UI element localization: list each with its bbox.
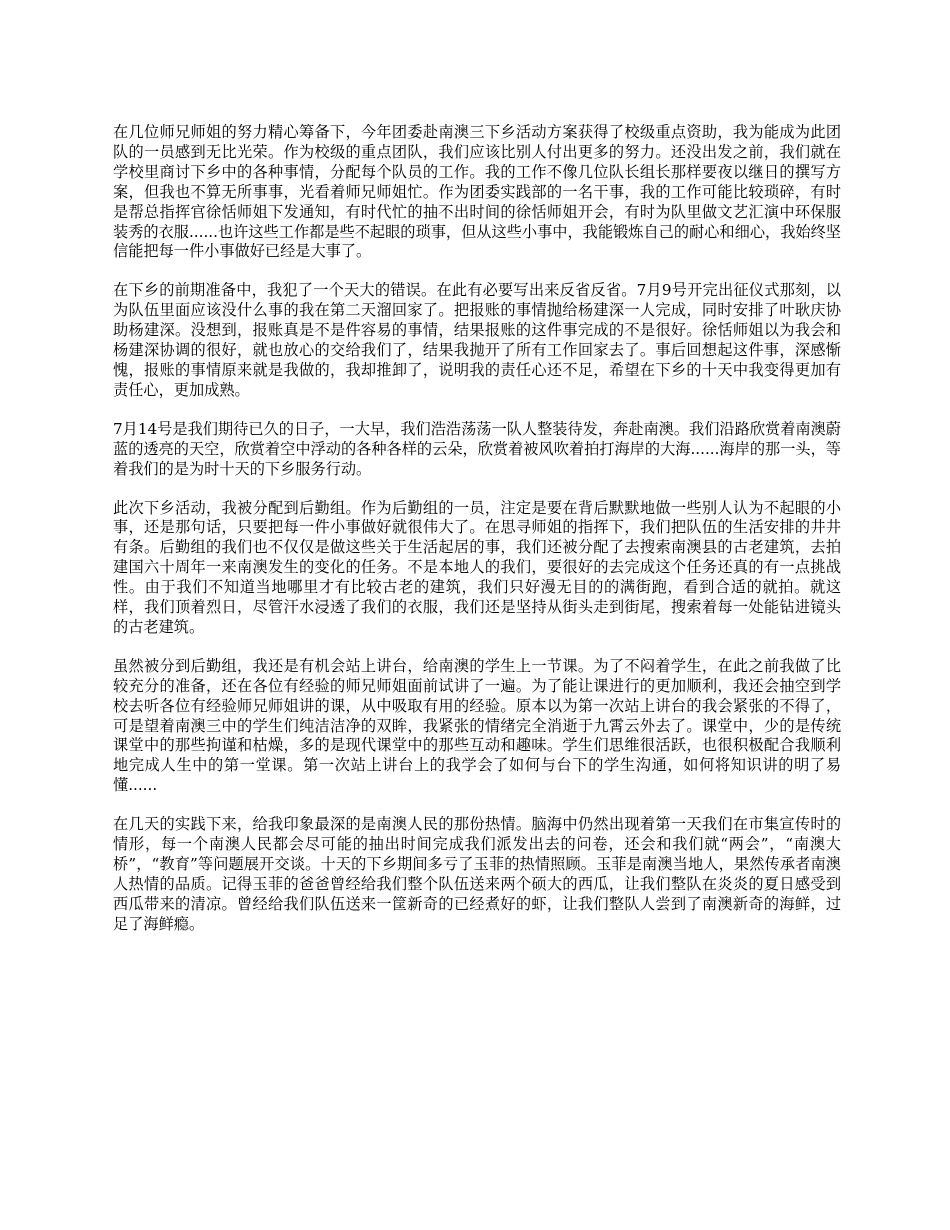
paragraph-5: 虽然被分到后勤组，我还是有机会站上讲台，给南澳的学生上一节课。为了不闷着学生，在此之前我做了比较充分的准备，还在各位有经验的师兄师姐面前试讲了一遍。为了能让课进行的更加顺利，我还会抽空到学校去听各位有经验师兄师姐讲的课，从中吸取有用的经验。原本以为第一次站上讲台的我会紧张的不得了，可是望着南澳三中的学生们纯洁洁净的双眸，我紧张的情绪完全消逝于九霄云外去了。课堂中，少的是传统课堂中的那些拘谨和枯燥，多的是现代课堂中的那些互动和趣味。学生们思维很活跃，也很积极配合我顺利地完成人生中的第一堂课。第一次站上讲台上的我学会了如何与台下的学生沟通，如何将知识讲的明了易懂...... bbox=[113, 656, 841, 795]
paragraph-3: 7月14号是我们期待已久的日子，一大早，我们浩浩荡荡一队人整装待发，奔赴南澳。我们沿路欣赏着南澳蔚蓝的透亮的天空，欣赏着空中浮动的各种各样的云朵，欣赏着被风吹着拍打海岸的大海......海岸的那一头，等着我们的是为时十天的下乡服务行动。 bbox=[113, 419, 841, 478]
document-body bbox=[113, 123, 841, 954]
paragraph-4: 此次下乡活动，我被分配到后勤组。作为后勤组的一员，注定是要在背后默默地做一些别人认为不起眼的小事，还是那句话，只要把每一件小事做好就很伟大了。在思寻师姐的指挥下，我们把队伍的生活安排的井井有条。后勤组的我们也不仅仅是做这些关于生活起居的事，我们还被分配了去搜索南澳县的古老建筑，去拍建国六十周年一来南澳发生的变化的任务。不是本地人的我们，要很好的去完成这个任务还真的有一点挑战性。由于我们不知道当地哪里才有比较古老的建筑，我们只好漫无目的的满街跑，看到合适的就拍。就这样，我们顶着烈日，尽管汗水浸透了我们的衣服，我们还是坚持从街头走到街尾，搜索着每一处能钻进镜头的古老建筑。 bbox=[113, 498, 841, 636]
paragraph-6: 在几天的实践下来，给我印象最深的是南澳人民的那份热情。脑海中仍然出现着第一天我们在市集宣传时的情形，每一个南澳人民都会尽可能的抽出时间完成我们派发出去的问卷，还会和我们就“两会”，“南澳大桥”，“教育”等问题展开交谈。十天的下乡期间多亏了玉菲的热情照顾。玉菲是南澳当地人，果然传承者南澳人热情的品质。记得玉菲的爸爸曾经给我们整个队伍送来两个硕大的西瓜，让我们整队在炎炎的夏日感受到西瓜带来的清凉。曾经给我们队伍送来一筐新奇的已经煮好的虾，让我们整队人尝到了南澳新奇的海鲜，过足了海鲜瘾。 bbox=[113, 815, 841, 933]
paragraph-1: 在几位师兄师姐的努力精心筹备下，今年团委赴南澳三下乡活动方案获得了校级重点资助，我为能成为此团队的一员感到无比光荣。作为校级的重点团队，我们应该比别人付出更多的努力。还没出发之前，我们就在学校里商讨下乡中的各种事情，分配每个队员的工作。我的工作不像几位队长组长那样要夜以继日的撰写方案，但我也不算无所事事，光看着师兄师姐忙。作为团委实践部的一名干事，我的工作可能比较琐碎，有时是帮总指挥官徐恬师姐下发通知，有时代忙的抽不出时间的徐恬师姐开会，有时为队里做文艺汇演中环保服装秀的衣服......也许这些工作都是些不起眼的琐事，但从这些小事中，我能锻炼自己的耐心和细心，我始终坚信能把每一件小事做好已经是大事了。 bbox=[113, 123, 841, 261]
paragraph-2: 在下乡的前期准备中，我犯了一个天大的错误。在此有必要写出来反省反省。7月9号开完出征仪式那刻，以为队伍里面应该没什么事的我在第二天溜回家了。把报账的事情抛给杨建深一人完成，同时安排了叶耿庆协助杨建深。没想到，报账真是不是件容易的事情，结果报账的这件事完成的不是很好。徐恬师姐以为我会和杨建深协调的很好，就也放心的交给我们了，结果我抛开了所有工作回家去了。事后回想起这件事，深感惭愧，报账的事情原来就是我做的，我却推卸了，说明我的责任心还不足，希望在下乡的十天中我变得更加有责任心，更加成熟。 bbox=[113, 281, 841, 399]
